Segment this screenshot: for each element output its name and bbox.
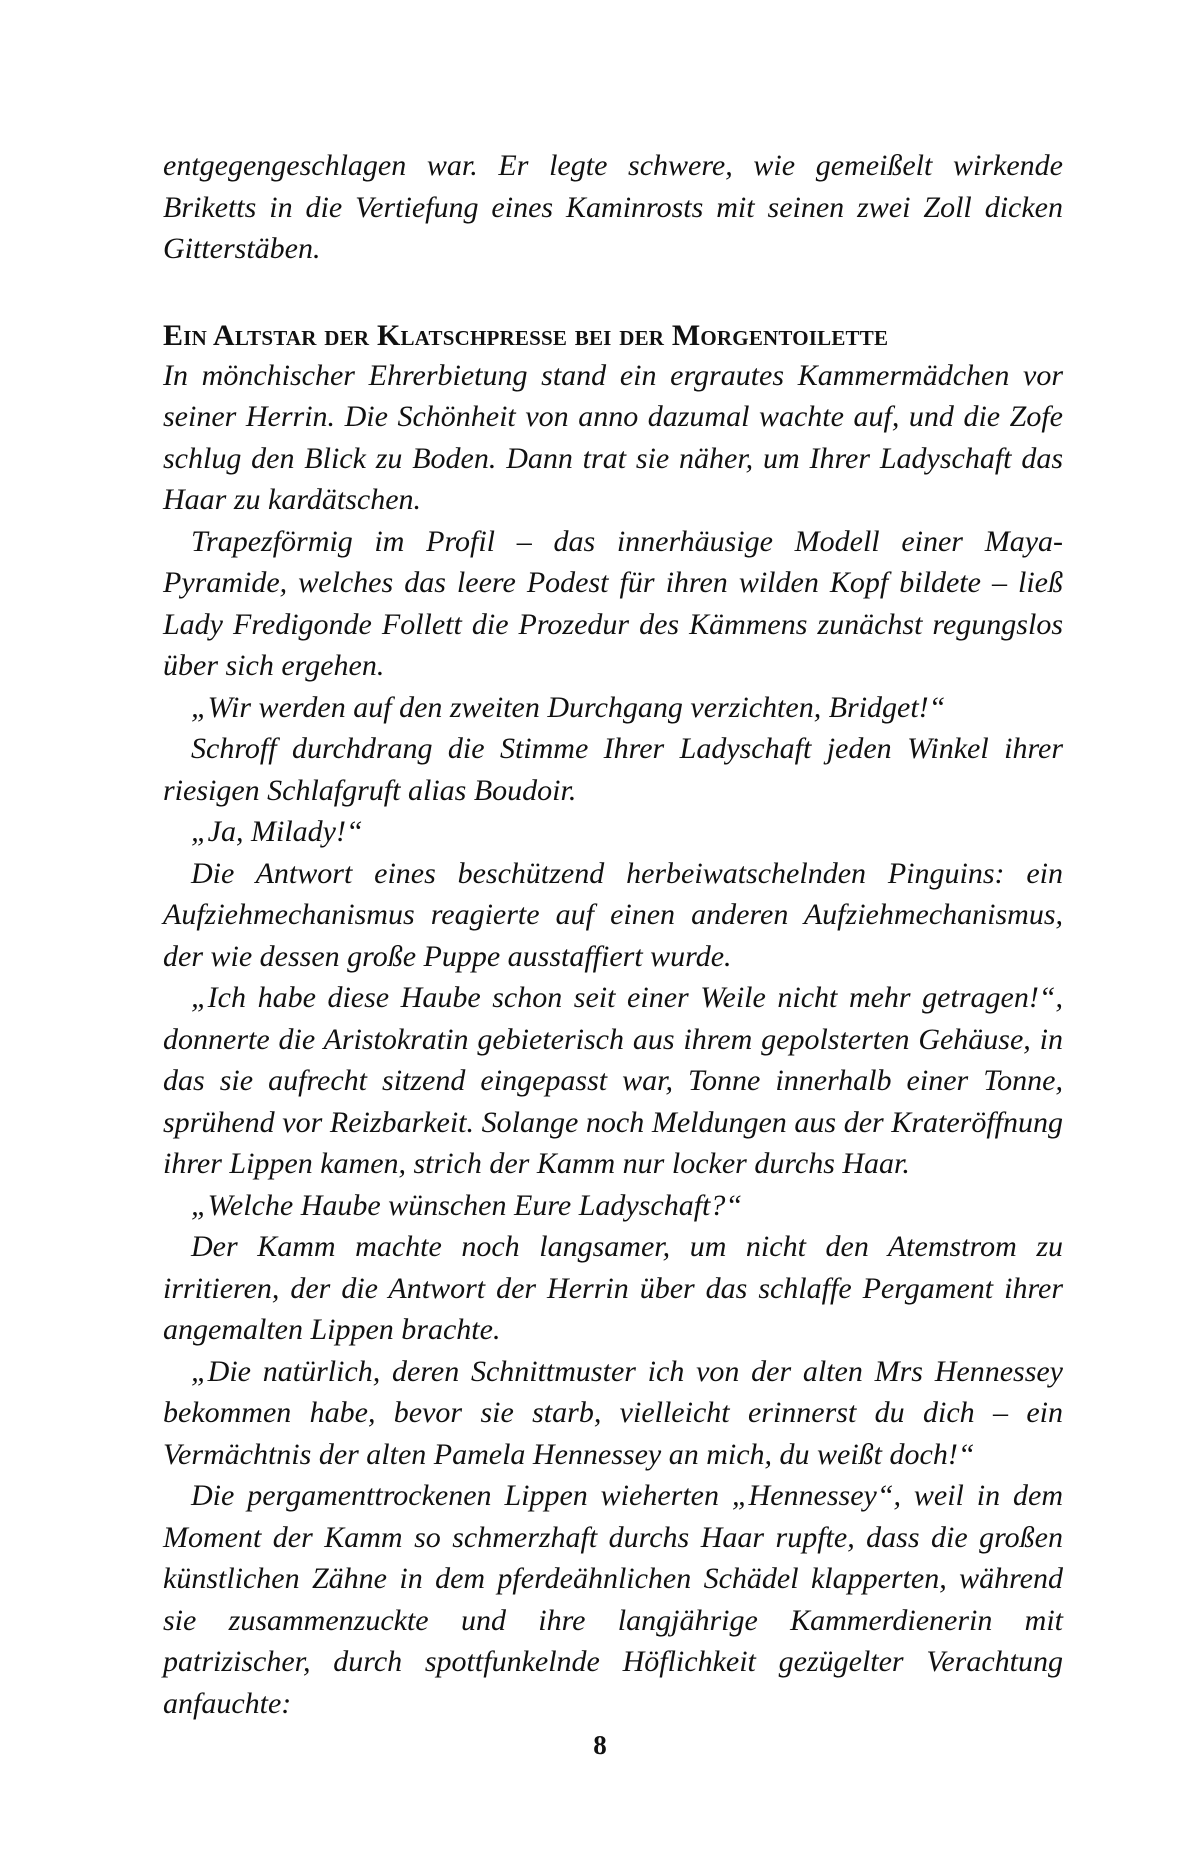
paragraph: In mönchischer Ehrerbietung stand ein ergrautes Kammermädchen vor seiner Herrin. Die Schönheit von anno dazumal wachte auf, und die Zofe schlug den Blick zu Boden. Dann trat sie näher, um Ihrer Ladyschaft das Haar zu kardätschen.	[163, 358, 1063, 516]
paragraph: „Ja, Milady!“	[191, 815, 363, 848]
body-text	[163, 145, 1063, 1724]
paragraph: Schroff durchdrang die Stimme Ihrer Ladyschaft jeden Winkel ihrer riesigen Schlafgruft alias Boudoir.	[163, 732, 1063, 807]
paragraph: Die pergamenttrockenen Lippen wieherten „Hennessey“, weil in dem Moment der Kamm so schmerzhaft durchs Haar rupfte, dass die großen künstlichen Zähne in dem pferdeähnlichen Schädel klapperten, während sie zusammenzuckte und ihre langjährige Kammerdienerin mit patrizischer, durch spottfunkelnde Höflichkeit gezügelter Verachtung anfauchte:	[163, 1479, 1063, 1720]
paragraph: Die Antwort eines beschützend herbeiwatschelnden Pinguins: ein Aufziehmechanismus reagierte auf einen anderen Aufziehmechanismus, der wie dessen große Puppe ausstaffiert wurde.	[163, 856, 1063, 973]
paragraph: „Welche Haube wünschen Eure Ladyschaft?“	[191, 1188, 743, 1222]
paragraph: „Die natürlich, deren Schnittmuster ich von der alten Mrs Hennessey bekommen habe, bevor sie starb, vielleicht erinnerst du dich – ein Vermächtnis der alten Pamela Hennessey an mich, du weißt doch!“	[163, 1354, 1063, 1471]
paragraph: Trapezförmig im Profil – das innerhäusige Modell einer Maya-Pyramide, welches das leere Podest für ihren wilden Kopf bildete – ließ Lady Fredigonde Follett die Prozedur des Kämmens zunächst regungslos über sich ergehen.	[163, 524, 1063, 682]
paragraph: „Wir werden auf den zweiten Durchgang verzichten, Bridget!“	[191, 690, 946, 724]
section-gap	[163, 270, 1063, 317]
opening-paragraph: entgegengeschlagen war. Er legte schwere, wie gemeißelt wirkende Briketts in die Vertiefung eines Kaminrosts mit seinen zwei Zoll dicken Gitterstäben.	[163, 149, 1063, 265]
page-number: 8	[593, 1730, 607, 1760]
paragraph: Der Kamm machte noch langsamer, um nicht den Atemstrom zu irritieren, der die Antwort der Herrin über das schlaffe Pergament ihrer angemalten Lippen brachte.	[163, 1230, 1063, 1346]
paragraph: „Ich habe diese Haube schon seit einer Weile nicht mehr getragen!“, donnerte die Aristokratin gebieterisch aus ihrem gepolsterten Gehäuse, in das sie aufrecht sitzend eingepasst war, Tonne innerhalb einer Tonne, sprühend vor Reizbarkeit. Solange noch Meldungen aus der Krateröffnung ihrer Lippen kamen, strich der Kamm nur locker durchs Haar.	[163, 981, 1063, 1180]
section-heading: Ein Altstar der Klatschpresse bei der Morgentoilette	[163, 318, 889, 352]
